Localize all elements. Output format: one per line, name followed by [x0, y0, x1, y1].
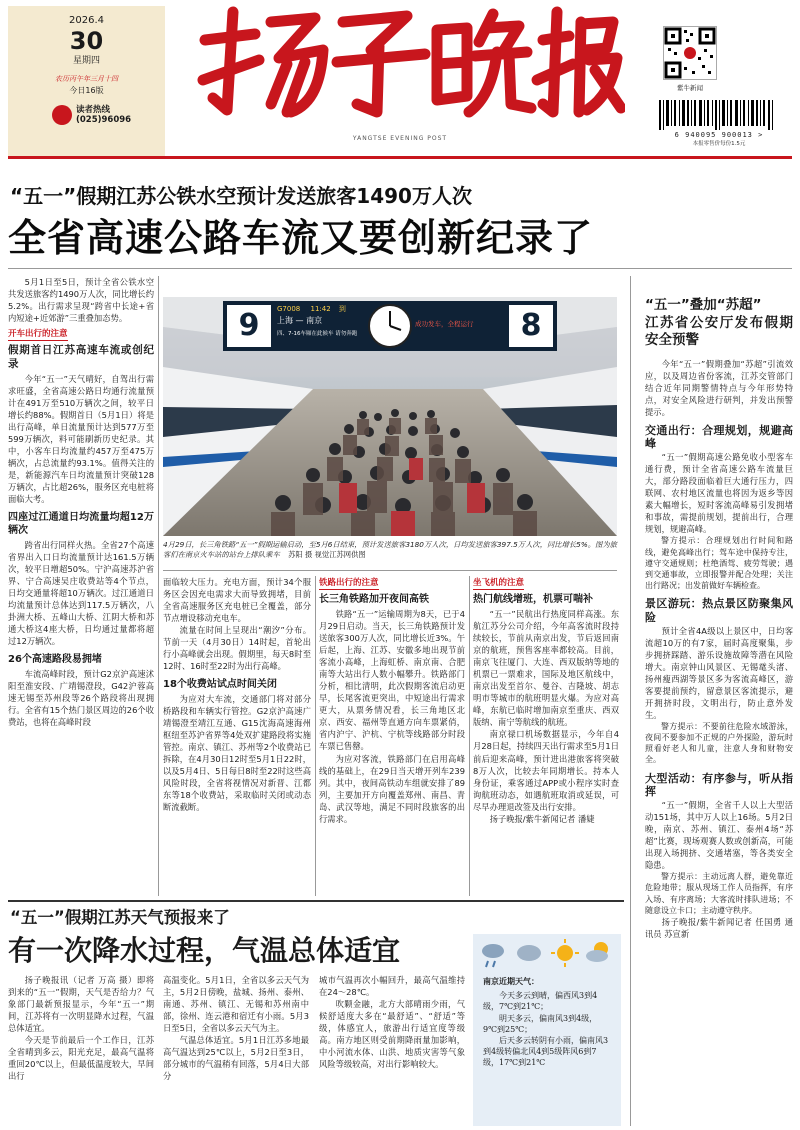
board-number-left: 9 [238, 308, 260, 343]
sun-cloud-icon [586, 942, 608, 962]
lead-intro: 5月1日至5日，预计全省公铁水空共发送旅客约1490万人次，同比增长约5.2%。出行需求呈现“跨省中长途+省内短途+近郊游”三重叠加态势。 [8, 277, 154, 324]
police-kicker: “五一”叠加“苏超” [645, 297, 762, 313]
lead-kicker: “五一”假期江苏公铁水空预计发送旅客1490万人次 [10, 184, 472, 208]
barcode-number: 6 940095 900013 > [674, 131, 764, 139]
hotline-icon [52, 105, 72, 125]
lead-paragraph: 车流高峰时段，预计G2京沪高速沭阳至淮安段、广靖锡澄段，G42沪蓉高速无锡至苏州段等26个路段将出现拥行。全省有15个热门景区周边的26个收费站，也将在高峰时段 [8, 668, 154, 727]
weather-paragraph: 气温总体适宜。5月1日江苏多地最高气温达到25℃以上，5月2日至3日，部分城市的气温稍有回落，5月4日大部分 [163, 1035, 309, 1082]
lead-column-left [8, 276, 154, 896]
rail-column [319, 576, 465, 898]
weather-headline: 有一次降水过程，气温总体适宜 [8, 934, 401, 967]
weather-column-1 [8, 974, 154, 1126]
page-count: 今日16版 [69, 86, 104, 96]
headline-rule [8, 268, 792, 269]
police-credit: 扬子晚报/紫牛新闻记者 任国勇 通讯员 苏宣新 [645, 916, 793, 939]
rail-paragraph: 铁路“五一”运输周期为8天，已于4月29日启动。当天，长三角铁路预计发送旅客300万人次，同比增长近3%。午后起，上海、江苏、安徽多地出现节前客流小高峰，上海虹桥、南京南、合肥南等大站出行人数小幅攀升。铁路部门分析，相比清明，此次假期客流启动更早，长尾客流更突出，中短途出行需求更大，从票务情况看，长三角地区北京、西安、福州等直通方向车票紧俏，省内沪宁、沪杭、宁杭等线路部分时段车票已售罄。 [319, 609, 465, 752]
photo-caption [163, 540, 617, 560]
air-head: 热门航线增班，机票可喘补 [473, 594, 593, 606]
rail-paragraph: 为应对客流，铁路部门在启用高峰线的基础上，在29日当天增开列车239列。其中，夜间高铁动车组就安排了89列，主要加开方向覆盖郑州、南昌、青岛、武汉等地，满足不同时段旅客的出行需求。 [319, 753, 465, 824]
lead-column-middle [163, 576, 311, 898]
air-tag: 坐飞机的注意 [473, 577, 524, 590]
weather-forecast-day: 今天多云到晴，偏西风3到4级，7℃到21℃； [483, 991, 598, 1012]
newspaper-logo [175, 0, 625, 126]
english-title: YANGTSE EVENING POST [352, 135, 448, 142]
air-credit: 扬子晚报/紫牛新闻记者 潘婕 [489, 813, 595, 824]
column-divider [158, 276, 159, 896]
police-headline: 江苏省公安厅发布假期安全预警 [645, 314, 793, 349]
subsection-head: 18个收费站试点时间关闭 [163, 679, 277, 691]
police-paragraph: 今年“五一”假期叠加“苏超”引流效应，以及周边省份客流，江苏交管部门结合近年同期警情特点与今年形势特点，对安全风险进行研判，并发出预警提示。 [645, 358, 793, 417]
board-number-right: 8 [520, 308, 542, 343]
hotline [52, 105, 165, 126]
caption-rule [163, 570, 617, 571]
air-column [473, 576, 619, 898]
rain-cloud-icon [482, 944, 504, 967]
weather-column-2 [163, 974, 309, 1126]
police-subhead: 景区游玩：热点景区防聚集风险 [645, 597, 793, 625]
masthead-rule [8, 156, 792, 159]
air-paragraph: “五一”民航出行热度同样高涨。东航江苏分公司介绍，今年高客流时段持续较长，节前从南京出发，节后返回南京的航班，预售客座率都较高。目前，南京飞往厦门、大连、西双版纳等地的机票已一票难求，国际及地区航线中，南京出发至首尔、曼谷、吉隆坡、胡志明市等城市的航班明显火爆。为应对高峰，东航已临时增加南京至重庆、西双版纳、南宁等航线的航班。 [473, 609, 619, 728]
column-divider [630, 276, 631, 1126]
section-rule [8, 900, 624, 902]
weather-paragraph: 城市气温再次小幅回升，最高气温维持在24～28℃。 [319, 975, 465, 998]
weekday: 星期四 [72, 55, 100, 66]
police-paragraph: “五一”假期高速公路免收小型客车通行费，预计全省高速公路车流量巨大，部分路段面临着巨大通行压力，四联网、农村地区流量也将因为返乡等因素大幅增长，短时客流高峰易引发拥堵和事故，需提前规划，提前出行，合理规划，规避高峰。 [645, 452, 793, 535]
lead-paragraph: 跨省出行同样火热。全省27个高速省界出入口日均流量预计达161.5万辆次，较平日增超50%。宁沪高速苏沪省界、宁合高速吴庄收费站等4个节点，日均交通量将超10万辆次。过江通道日均流量预计总体达到117.5万辆次，八卦洲大桥、五峰山大桥、江阴大桥和苏通大桥这4座大桥，日均通过量都将超过12万辆次。 [8, 539, 154, 646]
weather-column-3 [319, 974, 465, 1126]
air-paragraph: 南京禄口机场数据显示，今年自4月28日起，持续四天出行需求至5月1日前后迎来高峰，预计进出港旅客将突破8万人次，比较去年同期增长。持本人身份证，乘客通过APP或小程序实时查询航班动态，如遇航班取消或延误，可尽早办理退改签及出行安排。 [473, 729, 619, 812]
weather-paragraph: 高温变化。5月1日，全省以多云天气为主，5月2日傍晚，盐城、扬州、泰州、南通、苏州、镇江、无锡和苏州南中部，徐州、连云港和宿迁有小雨。5月3日至5日，全省以多云天气为主。 [163, 975, 309, 1034]
police-paragraph: “五一”假期，全省千人以上大型活动151场，其中万人以上16场。5月2日晚，南京、苏州、镇江、泰州4场“苏超”比赛，现场观赛人数或创新高，可能出现入场拥挤、交通堵塞，等各类安全隐患。 [645, 800, 793, 871]
weather-kicker: “五一”假期江苏天气预报来了 [10, 908, 230, 927]
lead-paragraph: 流量在时间上呈现出“潮汐”分布。节前一天（4月30日）14时起，首轮出行小高峰就会出现。假期里，每天8时至12时、16时至22时为出行高峰。 [163, 625, 311, 672]
weather-forecast-day: 后天多云转阴有小雨，偏南风3到4级转偏北风4到5级阵风6到7级，17℃到21℃ [483, 1035, 609, 1068]
weather-paragraph: 今天是节前最后一个工作日，江苏全省晴到多云，阳光充足，最高气温将重回20℃以上，但最低温度较大，早间出行 [8, 1035, 154, 1082]
board-time: 11:42 [310, 305, 331, 313]
weather-box-title: 南京近期天气： [483, 976, 539, 986]
section-tag: 开车出行的注意 [8, 328, 68, 341]
section-head: 假期首日江苏高速车流或创纪录 [8, 344, 154, 370]
caption-credit: 苏阳 摄 视觉江苏网供图 [288, 550, 366, 560]
qr-caption-line2: 紫牛新闻 [677, 84, 703, 92]
board-info: 四、7-16车厢在此候车 请勿奔跑 [277, 330, 358, 337]
lead-paragraph: 今年“五一”天气晴好，自驾出行需求旺盛，全省高速公路日均通行流量预计在491万至510万辆次之间，较平日增长约88%。假期首日（5月1日）将是出行高峰，单日流量预计达到577万至599万辆次，料可能刷新历史纪录。其中，小客车日均流量约457万至475万辆次，占总流量约93.1%。值得关注的是，新能源汽车日均流量预计突破128万辆次，占比超26%，服务区充电桩将面临大考。 [8, 373, 154, 504]
lead-paragraph: 为应对大车流，交通部门将对部分桥路段和车辆实行管控。G2京沪高速广靖锡澄至靖江互通、G15沈海高速海州枢纽至苏沪省界等4处双扩建路段将实施管控。南京、镇江、苏州等2个收费站已拆除，在4月30日12时至5月1日22时，以及5月4日、5日每日8时至22时这些高风险时段，全省将视情况对新晋、江都东等18个收费站，采取临时关闭或动态断流截断。 [163, 694, 311, 813]
weather-forecast-day: 明天多云，偏南风3到4级，9℃到25℃； [483, 1013, 598, 1034]
lunar-date: 农历丙午年三月十四 [55, 75, 118, 84]
police-hint: 警方提示：主动远离人群，避免靠近危险地带；服从现场工作人员指挥，有序入场、有序离场；大客流时排队进场；不随意设立卡口；主动遵守秩序。 [645, 872, 793, 915]
sun-icon [551, 939, 579, 967]
hotline-label: 读者热线 [76, 104, 111, 115]
rail-head: 长三角铁路加开夜间高铁 [319, 594, 429, 606]
lead-headline: 全省高速公路车流又要创新纪录了 [8, 216, 594, 260]
qr-code[interactable] [663, 26, 717, 80]
price-note: 本报零售价每份1.5元 [692, 141, 746, 147]
police-subhead: 交通出行：合理规划，规避高峰 [645, 423, 793, 451]
police-hint: 警方提示：不要前往危险水域游泳，夜间不要参加不正规的户外探险，游玩时照看好老人和儿童，注意人身和财物安全。 [645, 721, 793, 765]
board-status-word: 到 [338, 305, 346, 313]
board-train: G7008 [277, 305, 301, 313]
weather-paragraph: 扬子晚报讯（记者 万高 摄）即将到来的“五一”假期，天气是否给力？气象部门最新预报显示，今年“五一”期间，江苏将有一次明显降水过程，气温总体适宜。 [8, 975, 154, 1034]
board-text-left [277, 304, 367, 339]
nanjing-weather-box [473, 934, 621, 1126]
subsection-head: 四座过江通道日均流量均超12万辆次 [8, 511, 154, 536]
hotline-number: (025)96096 [76, 115, 132, 126]
rail-tag: 铁路出行的注意 [319, 577, 379, 590]
day-number: 30 [69, 27, 104, 56]
station-photo [163, 297, 617, 536]
column-divider [315, 576, 316, 896]
board-route: 上海 — 南京 [277, 316, 323, 326]
police-subhead: 大型活动：有序参与，听从指挥 [645, 771, 793, 799]
qr-caption [650, 84, 730, 93]
subsection-head: 26个高速路段易拥堵 [8, 653, 102, 665]
year-month: 2026.4 [69, 15, 104, 26]
cloud-icon [517, 945, 541, 961]
board-status: 成功发车，全程运行 [415, 320, 474, 328]
lead-paragraph: 面临较大压力。充电方面，预计34个服务区会因充电需求大而导致拥堵，目前全省高速服务区充电桩已全覆盖，部分节点增设移动充电车。 [163, 577, 311, 624]
barcode [655, 100, 783, 130]
police-story [645, 297, 793, 1129]
weather-icons [473, 934, 621, 972]
column-divider [469, 576, 470, 896]
police-hint: 警方提示：合理规划出行时间和路线，避免高峰出行；驾车途中保持专注，遵守交通规则；杜绝酒驾、疲劳驾驶；遇到交通事故，立即报警并配合处理；关注出行路况；出发前做好车辆检查。 [645, 536, 793, 591]
police-paragraph: 预计全省4A级以上景区中，日均客流超10万的有7家，届时高度聚集，步步拥挤踩踏、游乐设施故障等潜在风险增大。南京钟山风景区、无锡鼋头渚、扬州瘦西湖等景区多为客流高峰区，游客要提前预约，留意景区客流提示，避开拥挤时段，文明出行，防止意外发生。 [645, 625, 793, 720]
date-box [8, 6, 165, 156]
caption-text: 4月29日，长三角铁路“五一”假期运输启动，至5月6日结束，预计发送旅客3180万人次，日均发送旅客397.5万人次，同比增长5%。图为旅客们在南京火车站的站台上排队乘车 [163, 540, 617, 560]
weather-paragraph: 吹颗金融，北方大部晴雨少雨，气候舒适度大多在“最舒适”、“舒适”等级，体感宜人，旅游出行适宜度等级高。南方地区则受前期降雨量加影响，中小河流水体、山洪、地质灾害等气象风险等级较高，对出行影响较大。 [319, 999, 465, 1070]
